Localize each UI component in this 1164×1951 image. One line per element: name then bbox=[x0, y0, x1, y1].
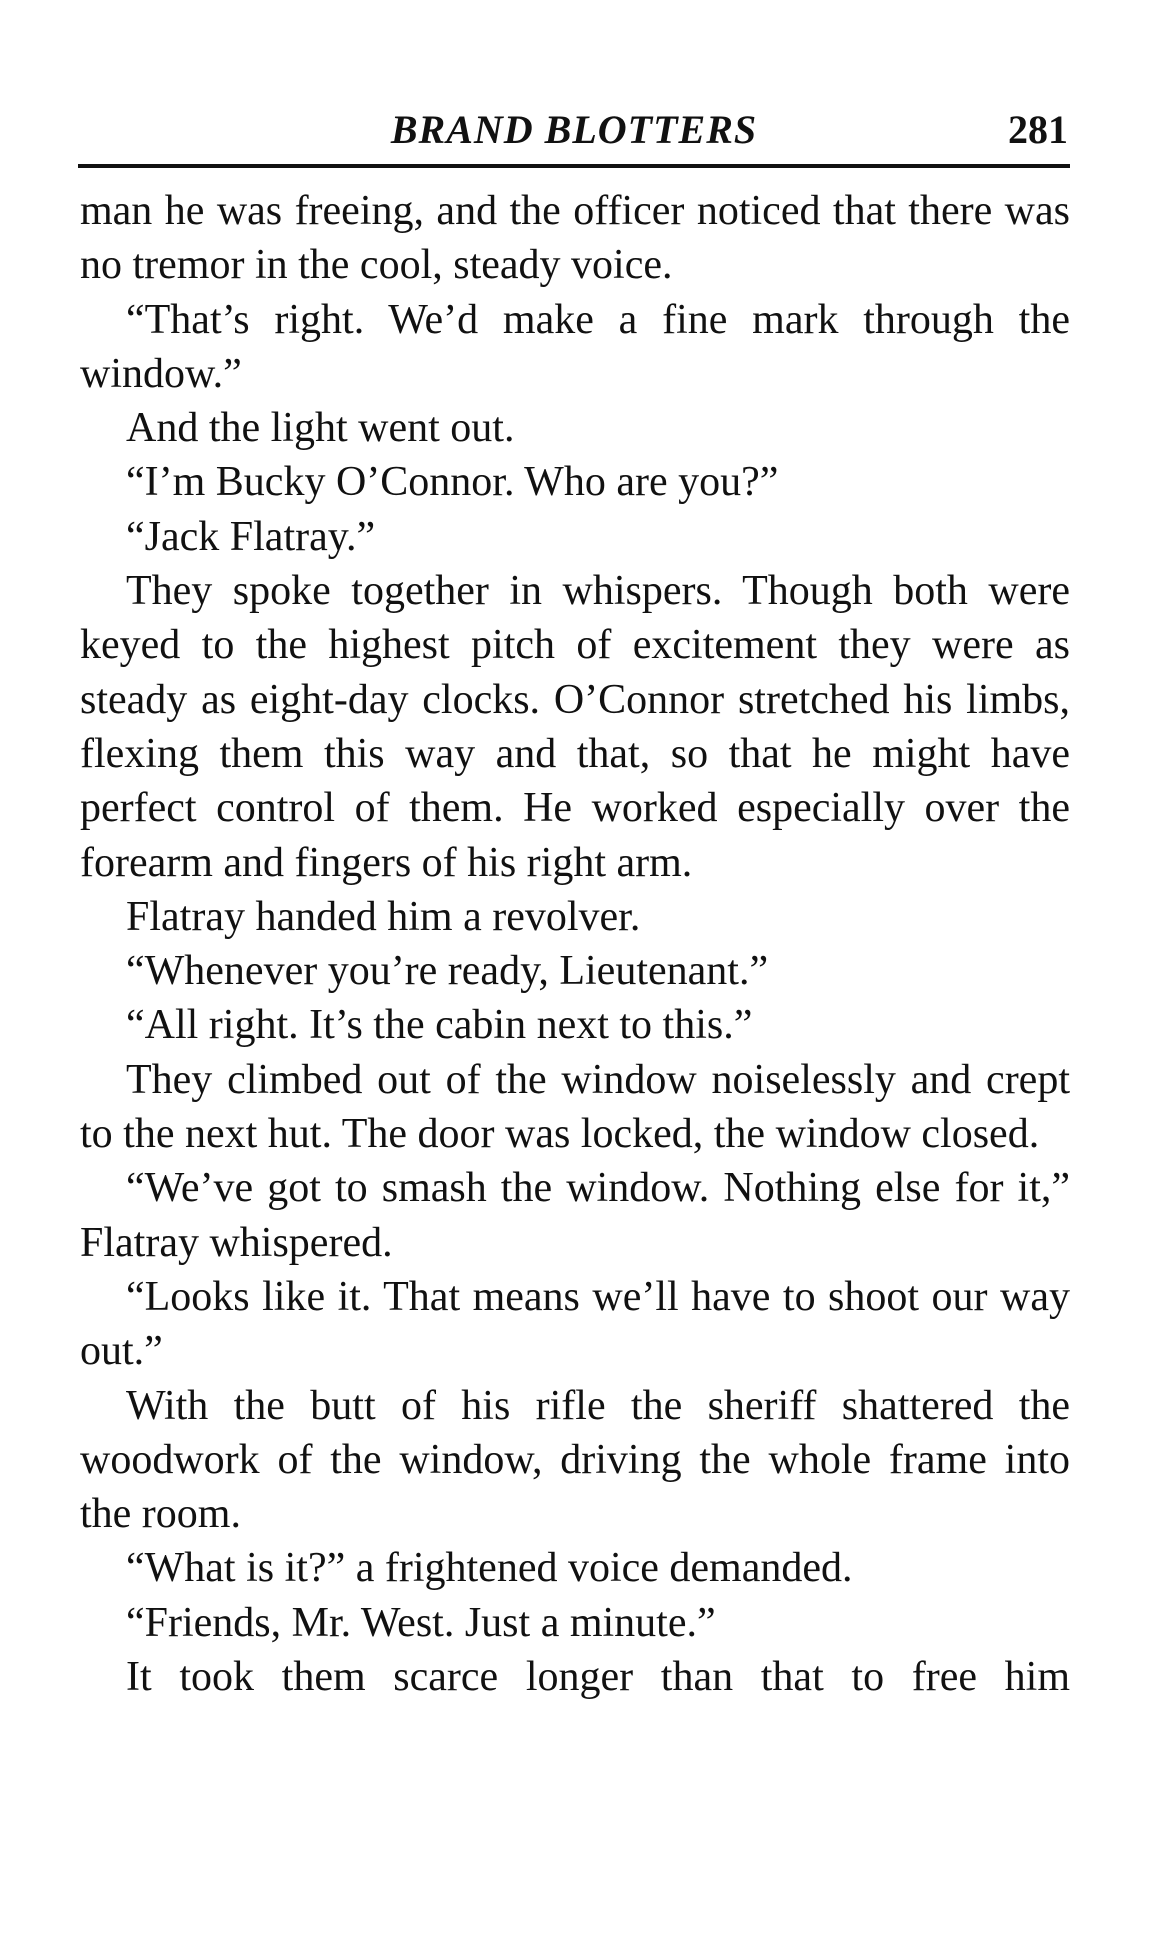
paragraph: They spoke together in whispers. Though both were keyed to the highest pitch of excitement they were as steady as eight-day clocks. O’Connor stretched his limbs, flexing them this way and that, so that he might have perfect control of them. He worked especially over the forearm and fingers of his right arm. bbox=[80, 568, 1070, 886]
header-rule bbox=[78, 164, 1070, 168]
paragraph: And the light went out. bbox=[126, 405, 515, 452]
body-text bbox=[80, 184, 1070, 1704]
paragraph: It took them scarce longer than that to free him bbox=[126, 1654, 1070, 1701]
paragraph: They climbed out of the window noiselessly and crept to the next hut. The door was locked, the window closed. bbox=[80, 1056, 1070, 1158]
paragraph: “What is it?” a frightened voice demanded. bbox=[126, 1545, 853, 1592]
paragraph: man he was freeing, and the officer noticed that there was no tremor in the cool, steady voice. bbox=[80, 188, 1070, 289]
running-head bbox=[80, 102, 1068, 158]
paragraph: With the butt of his rifle the sheriff shattered the woodwork of the window, driving the whole frame into the room. bbox=[80, 1382, 1070, 1538]
paragraph: “All right. It’s the cabin next to this.” bbox=[126, 1002, 753, 1049]
paragraph: “Whenever you’re ready, Lieutenant.” bbox=[126, 948, 769, 995]
paragraph: “Jack Flatray.” bbox=[126, 513, 376, 560]
paragraph: “Looks like it. That means we’ll have to shoot our way out.” bbox=[80, 1273, 1070, 1375]
paragraph: “That’s right. We’d make a fine mark through the window.” bbox=[80, 296, 1070, 397]
paragraph: Flatray handed him a revolver. bbox=[126, 893, 641, 940]
page-number: 281 bbox=[1008, 107, 1068, 152]
paragraph: “Friends, Mr. West. Just a minute.” bbox=[126, 1599, 716, 1646]
paragraph: “We’ve got to smash the window. Nothing else for it,” Flatray whispered. bbox=[80, 1165, 1070, 1266]
running-title: BRAND BLOTTERS bbox=[390, 107, 758, 152]
paragraph: “I’m Bucky O’Connor. Who are you?” bbox=[126, 459, 779, 506]
